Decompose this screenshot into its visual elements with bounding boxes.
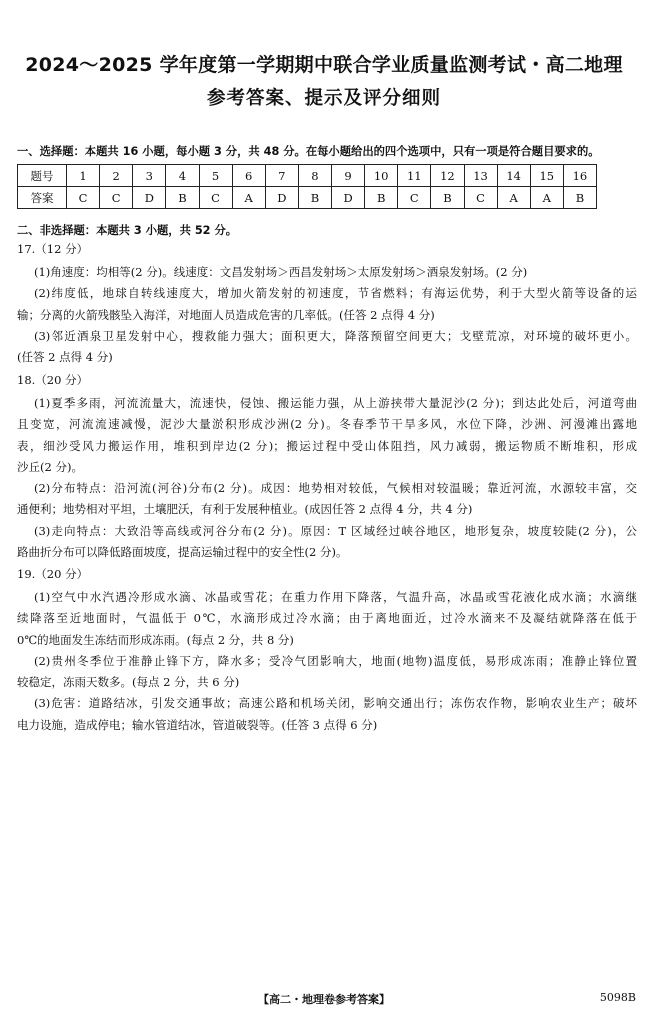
answer-cell: B [298, 187, 331, 209]
question-17-answer [17, 262, 637, 368]
answer-table-answer-row [18, 187, 597, 209]
answer-cell: B [563, 187, 596, 209]
document-code: 5098B [599, 991, 636, 1004]
answer-line: 较稳定，冻雨天数多。(每点 2 分，共 6 分) [17, 675, 240, 690]
answer-line: 通便利；地势相对平坦，土壤肥沃，有利于发展种植业。(成因任答 2 点得 4 分，共 4 分) [17, 502, 473, 517]
answer-line: 输；分离的火箭残骸坠入海洋，对地面人员造成危害的几率低。(任答 2 点得 4 分) [17, 307, 435, 322]
answer-line: 沙丘(2 分)。 [17, 459, 83, 474]
answer-cell: C [398, 187, 431, 209]
question-number: 11 [398, 165, 431, 187]
question-number: 7 [265, 165, 298, 187]
question-number: 5 [199, 165, 232, 187]
question-number: 13 [464, 165, 497, 187]
answer-line: (2)分布特点：沿河流(河谷)分布(2 分)。成因：地势相对较低，气候相对较温暖；靠近河流，水源较丰富，交 [34, 481, 637, 496]
answer-line: 续降落至近地面时，气温低于 0℃，水滴形成过冷水滴；由于离地面近，过冷水滴来不及凝结就降落在低于 [17, 611, 637, 626]
table-label-answer: 答案 [18, 187, 67, 209]
answer-cell: A [530, 187, 563, 209]
answer-cell: C [199, 187, 232, 209]
question-number: 6 [232, 165, 265, 187]
question-number: 3 [133, 165, 166, 187]
answer-line: 路曲折分布可以降低路面坡度，提高运输过程中的安全性(2 分)。 [17, 545, 348, 560]
answer-line: (3)邻近酒泉卫星发射中心，搜救能力强大；面积更大，降落预留空间更大；戈壁荒凉，对环境的破坏更小。 [34, 328, 637, 343]
question-number: 15 [530, 165, 563, 187]
answer-line: 0℃的地面发生冻结而形成冻雨。(每点 2 分，共 8 分) [17, 632, 294, 647]
answer-line: (2)纬度低，地球自转线速度大，增加火箭发射的初速度，节省燃料；有海运优势，利于大型火箭等设备的运 [34, 286, 637, 301]
answer-table-number-row [18, 165, 597, 187]
answer-cell: D [133, 187, 166, 209]
question-number: 2 [100, 165, 133, 187]
answer-cell: A [497, 187, 530, 209]
answer-cell: A [232, 187, 265, 209]
document-subtitle: 参考答案、提示及评分细则 [206, 88, 441, 109]
page-footer: 【高二・地理卷参考答案】 [258, 993, 390, 1006]
answer-line: (3)走向特点：大致沿等高线或河谷分布(2 分)。原因：T 区域经过峡谷地区，地形复杂，坡度较陡(2 分)，公 [34, 523, 637, 538]
answer-line: (任答 2 点得 4 分) [17, 350, 113, 365]
answer-cell: B [365, 187, 398, 209]
section-free-response-heading: 二、非选择题：本题共 3 小题，共 52 分。 [17, 224, 238, 237]
answer-line: (1)空气中水汽遇冷形成水滴、冰晶或雪花；在重力作用下降落，气温升高，冰晶或雪花液化成水滴；水滴继 [34, 590, 637, 604]
answer-cell: B [166, 187, 199, 209]
answer-cell: C [100, 187, 133, 209]
table-label-question: 题号 [18, 165, 67, 187]
document-title: 2024～2025 学年度第一学期期中联合学业质量监测考试・高二地理 [25, 54, 623, 76]
answer-line: 且变宽，河流流速减慢，泥沙大量淤积形成沙洲(2 分)。冬春季节干旱多风，水位下降，沙洲、河漫滩出露地 [17, 417, 637, 432]
question-number: 12 [431, 165, 464, 187]
answer-cell: C [464, 187, 497, 209]
question-number: 16 [563, 165, 596, 187]
question-number: 1 [67, 165, 100, 187]
answer-cell: D [332, 187, 365, 209]
question-19-answer [17, 587, 637, 736]
question-19-heading: 19.（20 分） [17, 567, 89, 581]
answer-cell: B [431, 187, 464, 209]
answer-line: (2)贵州冬季位于准静止锋下方，降水多；受冷气团影响大，地面(地物)温度低，易形成冻雨；准静止锋位置 [34, 653, 637, 668]
answer-cell: C [67, 187, 100, 209]
answer-line: (3)危害：道路结冰，引发交通事故；高速公路和机场关闭，影响交通出行；冻伤农作物，影响农业生产；破坏 [34, 696, 637, 711]
answer-line: (1)夏季多雨，河流流量大，流速快，侵蚀、搬运能力强，从上游挟带大量泥沙(2 分)；到达此处后，河道弯曲 [34, 396, 637, 410]
answer-cell: D [265, 187, 298, 209]
question-18-answer [17, 393, 637, 563]
question-number: 14 [497, 165, 530, 187]
question-17-heading: 17.（12 分） [17, 242, 89, 256]
section-choice-heading: 一、选择题：本题共 16 小题，每小题 3 分，共 48 分。在每小题给出的四个选项中，只有一项是符合题目要求的。 [17, 145, 600, 158]
answer-line: (1)角速度：均相等(2 分)。线速度：文昌发射场＞西昌发射场＞太原发射场＞酒泉发射场。(2 分) [34, 265, 528, 279]
question-number: 8 [298, 165, 331, 187]
question-number: 9 [332, 165, 365, 187]
answer-line: 电力设施，造成停电；输水管道结冰，管道破裂等。(任答 3 点得 6 分) [17, 717, 378, 732]
question-number: 4 [166, 165, 199, 187]
question-number: 10 [365, 165, 398, 187]
question-18-heading: 18.（20 分） [17, 373, 89, 387]
answer-line: 表，细沙受风力搬运作用，堆积到岸边(2 分)；搬运过程中受山体阻挡，风力减弱，搬运物质不断堆积，形成 [17, 438, 637, 453]
answer-table [17, 164, 597, 209]
